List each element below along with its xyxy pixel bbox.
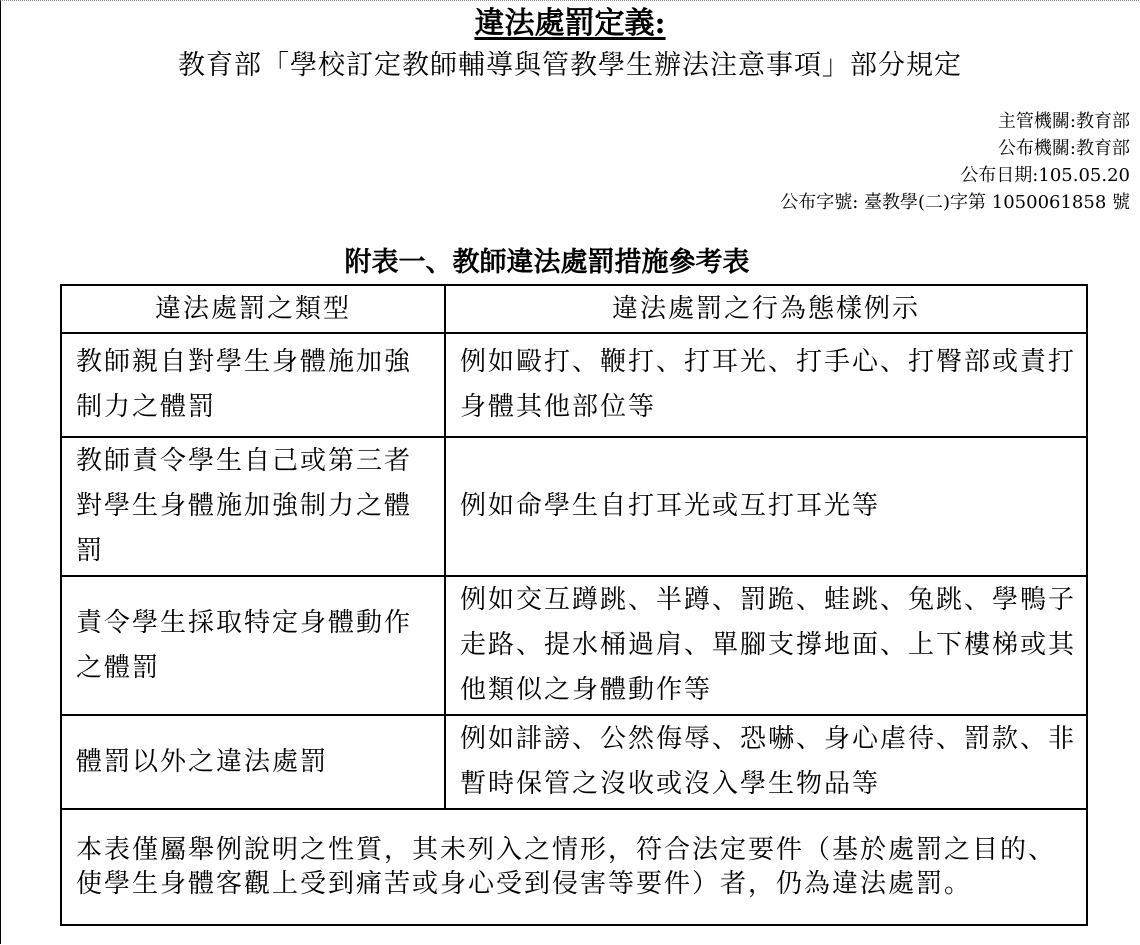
table-row <box>61 333 1087 437</box>
row-examples: 例如命學生自打耳光或互打耳光等 <box>445 437 1087 576</box>
row-examples: 例如交互蹲跳、半蹲、罰跪、蛙跳、兔跳、學鴨子走路、提水桶過肩、單腳支撐地面、上下樓梯或其他類似之身體動作等 <box>445 576 1087 715</box>
date-line: 公布日期:105.05.20 <box>960 165 1130 186</box>
row-type: 教師親自對學生身體施加強制力之體罰 <box>61 333 445 437</box>
document-title: 違法處罰定義: <box>474 6 666 41</box>
header-examples: 違法處罰之行為態樣例示 <box>445 285 1087 333</box>
row-examples: 例如誹謗、公然侮辱、恐嚇、身心虐待、罰款、非暫時保管之沒收或沒入學生物品等 <box>445 715 1087 809</box>
row-type: 體罰以外之違法處罰 <box>61 715 445 809</box>
table-row <box>61 576 1087 715</box>
doc-number-line: 公布字號: 臺教學(二)字第 1050061858 號 <box>780 192 1130 213</box>
table-row <box>61 437 1087 576</box>
table-caption: 附表一、教師違法處罰措施參考表 <box>344 247 750 278</box>
authority-line: 主管機關:教育部 <box>997 111 1130 132</box>
table-note: 本表僅屬舉例說明之性質，其未列入之情形，符合法定要件（基於處罰之目的、使學生身體客觀上受到痛苦或身心受到侵害等要件）者，仍為違法處罰。 <box>61 809 1087 925</box>
table-header-row <box>61 285 1087 333</box>
row-examples: 例如毆打、鞭打、打耳光、打手心、打臀部或責打身體其他部位等 <box>445 333 1087 437</box>
penalty-table <box>60 284 1088 926</box>
document-subtitle: 教育部「學校訂定教師輔導與管教學生辦法注意事項」部分規定 <box>178 50 962 81</box>
table-note-row <box>61 809 1087 925</box>
publication-meta <box>780 108 1130 216</box>
row-type: 責令學生採取特定身體動作之體罰 <box>61 576 445 715</box>
row-type: 教師責令學生自己或第三者對學生身體施加強制力之體罰 <box>61 437 445 576</box>
header-type: 違法處罰之類型 <box>61 285 445 333</box>
publisher-line: 公布機關:教育部 <box>997 138 1130 159</box>
table-row <box>61 715 1087 809</box>
